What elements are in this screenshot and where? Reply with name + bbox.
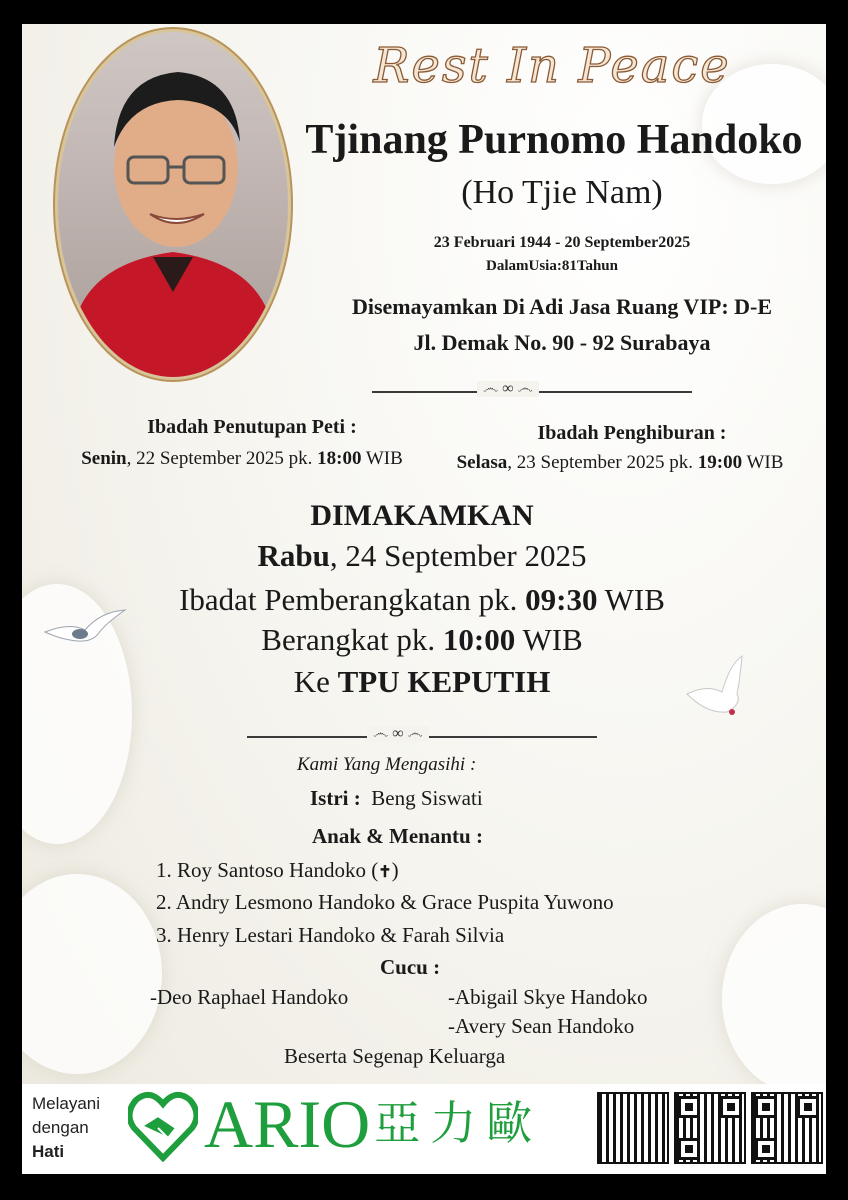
rip-title: Rest In Peace — [373, 38, 731, 94]
funeral-home: Disemayamkan Di Adi Jasa Ruang VIP: D-E — [351, 294, 773, 319]
closing-service-datetime: Senin, 22 September 2025 pk. 18:00 WIB — [81, 448, 403, 469]
cross-icon: ✝ — [378, 864, 392, 881]
qr-code[interactable] — [751, 1092, 823, 1164]
deceased-alias: (Ho Tjie Nam) — [461, 174, 663, 211]
grandchild-item: -Deo Raphael Handoko — [150, 985, 349, 1009]
tagline: Melayani dengan Hati — [32, 1094, 101, 1161]
deceased-name: Tjinang Purnomo Handoko — [305, 117, 803, 163]
child-item: 3. Henry Lestari Handoko & Farah Silvia — [156, 923, 505, 947]
burial-heading: DIMAKAMKAN — [310, 499, 534, 532]
heart-handshake-icon — [128, 1088, 198, 1162]
grandchild-item: -Avery Sean Handoko — [448, 1014, 635, 1038]
child-item: 2. Andry Lesmono Handoko & Grace Puspita Yuwono — [156, 890, 614, 914]
burial-destination: Ke TPU KEPUTIH — [293, 664, 551, 699]
child-item: 1. Roy Santoso Handoko (✝) — [156, 858, 399, 882]
obituary-card — [22, 24, 826, 1174]
age-text: DalamUsia:81Tahun — [486, 258, 618, 274]
ornament-icon: ෴ ∞ ෴ — [367, 726, 429, 742]
consolation-service-datetime: Selasa, 23 September 2025 pk. 19:00 WIB — [456, 452, 784, 473]
burial-date: Rabu, 24 September 2025 — [257, 538, 587, 573]
brand-logo: ARIO 亞力歐 — [204, 1086, 543, 1162]
lily-decoration — [22, 874, 162, 1074]
grandchild-item: -Abigail Skye Handoko — [448, 985, 648, 1009]
departure-time: Berangkat pk. 10:00 WIB — [261, 622, 583, 657]
closing-service-label: Ibadah Penutupan Peti : — [147, 416, 357, 438]
qr-code[interactable] — [674, 1092, 746, 1164]
ornament-icon: ෴ ∞ ෴ — [477, 381, 539, 397]
family-intro: Kami Yang Mengasihi : — [297, 754, 477, 775]
lily-decoration — [722, 904, 826, 1094]
wife-line: Istri : Beng Siswati — [310, 786, 483, 810]
dove-icon — [682, 654, 762, 724]
sponsor-footer — [22, 1084, 826, 1174]
grandchildren-label: Cucu : — [380, 955, 441, 979]
consolation-service-label: Ibadah Penghiburan : — [537, 422, 727, 444]
qr-code[interactable] — [597, 1092, 669, 1164]
portrait-photo — [58, 32, 288, 377]
funeral-address: Jl. Demak No. 90 - 92 Surabaya — [413, 330, 711, 355]
family-closing: Beserta Segenap Keluarga — [284, 1044, 506, 1068]
children-label: Anak & Menantu : — [312, 824, 483, 848]
life-dates: 23 Februari 1944 - 20 September2025 — [433, 234, 691, 251]
departure-service-time: Ibadat Pemberangkatan pk. 09:30 WIB — [179, 582, 665, 617]
